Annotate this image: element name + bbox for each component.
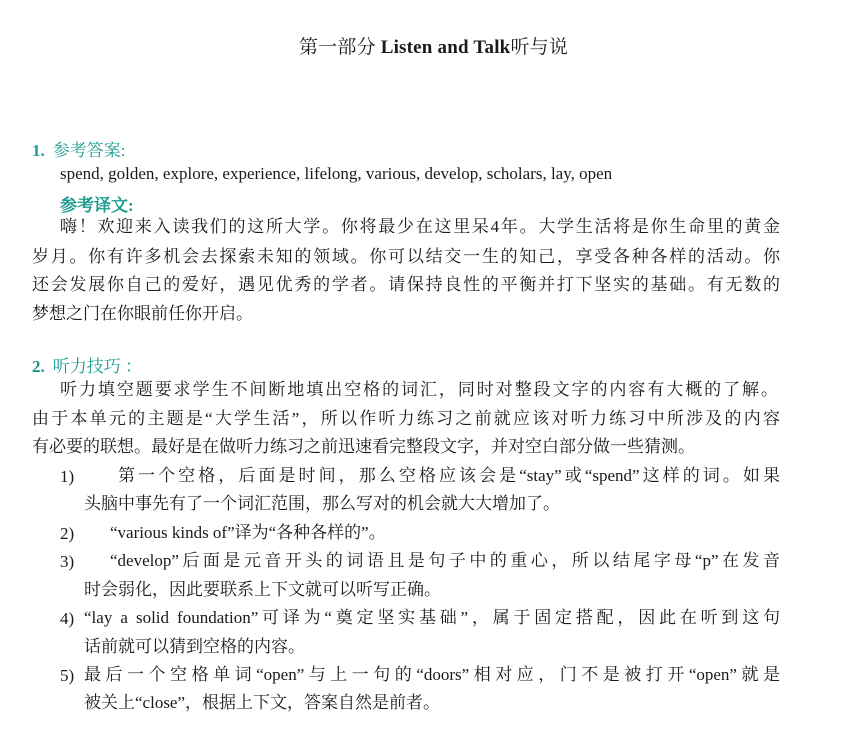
item-line: 最后一个空格单词“open”与上一句的“doors”相对应，门不是被打开“open”就是 — [84, 665, 780, 684]
title-cn-prefix: 第一部分 — [298, 37, 376, 58]
item-line: “develop”后面是元音开头的词语且是句子中的重心，所以结尾字母“p”在发音 — [110, 551, 780, 570]
item-number: 2) — [60, 524, 75, 543]
title-en: Listen and Talk — [380, 37, 511, 58]
item-line: 头脑中事先有了一个词汇范围，那么写对的机会就大大增加了。 — [84, 494, 560, 513]
intro-line: 由于本单元的主题是“大学生活”，所以作听力练习之前就应该对听力练习中所涉及的内容 — [32, 409, 780, 428]
item-number: 3) — [60, 552, 75, 571]
translation-line: 梦想之门在你眼前任你开启。 — [32, 304, 253, 323]
item-number: 1) — [60, 467, 75, 486]
item-line: “various kinds of”译为“各种各样的”。 — [110, 523, 386, 542]
item-line: 话前就可以猜到空格的内容。 — [84, 637, 305, 656]
translation-line: 岁月。你有许多机会去探索未知的领域。你可以结交一生的知己，享受各种各样的活动。你 — [32, 247, 780, 266]
item-number: 4) — [60, 609, 75, 628]
section1-title: 参考答案: — [52, 141, 126, 160]
intro-line: 听力填空题要求学生不间断地填出空格的词汇，同时对整段文字的内容有大概的了解。 — [60, 380, 778, 399]
item-line: 第一个空格，后面是时间，那么空格应该会是“stay”或“spend”这样的词。如果 — [118, 466, 780, 485]
translation-line: 嗨！欢迎来入读我们的这所大学。你将最少在这里呆4年。大学生活将是你生命里的黄金 — [60, 217, 780, 236]
section1-answers: spend, golden, explore, experience, lifelong, various, develop, scholars, lay, open — [60, 164, 613, 183]
item-line: “lay a solid foundation”可译为“奠定坚实基础”，属于固定搭配，因此在听到这句 — [84, 608, 780, 627]
section1-heading — [32, 136, 125, 161]
section2-title: 听力技巧 ： — [52, 357, 142, 376]
section2-heading — [32, 352, 142, 377]
title-cn-suffix: 听与说 — [510, 37, 569, 58]
section1-number: 1. — [32, 141, 45, 160]
translation-heading: 参考译文: — [60, 196, 134, 215]
translation-line: 还会发展你自己的爱好，遇见优秀的学者。请保持良性的平衡并打下坚实的基础。有无数的 — [32, 275, 780, 294]
intro-line: 有必要的联想。最好是在做听力练习之前迅速看完整段文字，并对空白部分做一些猜测。 — [32, 437, 695, 456]
item-line: 被关上“close”，根据上下文，答案自然是前者。 — [84, 693, 441, 712]
section2-number: 2. — [32, 357, 45, 376]
item-line: 时会弱化，因此要联系上下文就可以听写正确。 — [84, 580, 441, 599]
page-title — [0, 32, 867, 59]
item-number: 5) — [60, 666, 75, 685]
